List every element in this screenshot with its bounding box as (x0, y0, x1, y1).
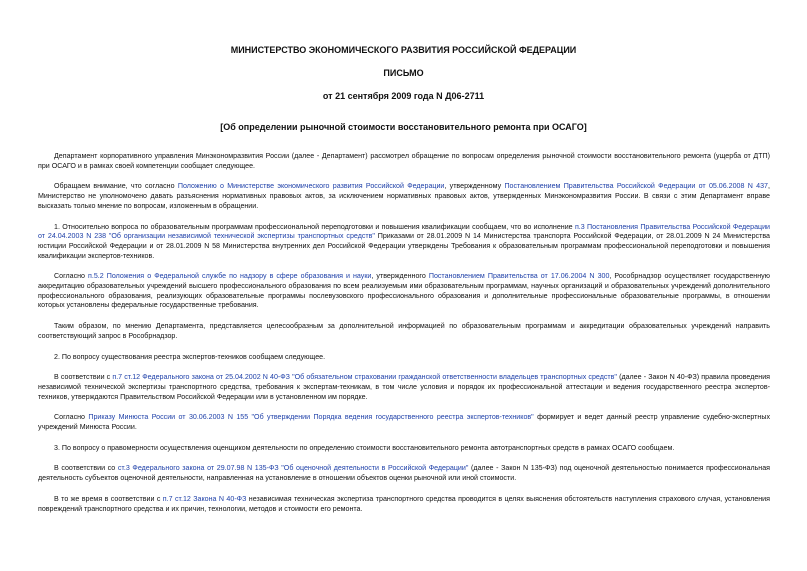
paragraph-registry-question: 2. По вопросу существования реестра экспертов-техников сообщаем следующее. (54, 352, 326, 361)
paragraph-intro: Департамент корпоративного управления Минэкономразвития России (далее - Департамент) рассмотрел обращение по вопросам определения рыночной стоимости восстановительного ремонта (ущерба от ДТП) при ОСАГО и в рамках своей компетенции сообщает следующее. (38, 152, 770, 170)
text-segment: Согласно (54, 272, 89, 281)
text-segment: В то же время в соответствии с (54, 494, 163, 503)
text-segment: (далее - Закон N 40-ФЗ) правила проведения независимой технической экспертизы транспортного средства, требования к экспертам-техникам, в том числе условия и порядок их профессиональной аттестации и ведения государственного реестра экспертов-техников, утверждаются Правительством Российской Федерации или в установленном им порядке. (38, 373, 770, 401)
link-rosobrnadzor-regulation[interactable]: п.5.2 Положения о Федеральной службе по надзору в сфере образования и науки (88, 272, 372, 281)
text-segment: Согласно (54, 413, 89, 422)
paragraph-law-40fz (38, 373, 770, 402)
text-segment: В соответствии со (54, 464, 118, 473)
ministry-heading: МИНИСТЕРСТВО ЭКОНОМИЧЕСКОГО РАЗВИТИЯ РОССИЙСКОЙ ФЕДЕРАЦИИ (230, 45, 577, 55)
document-type: ПИСЬМО (383, 68, 424, 78)
text-segment: , утвержденного (371, 272, 429, 281)
paragraph-conclusion: Таким образом, по мнению Департамента, представляется целесообразным за дополнительной информацией по образовательным программам и аккредитации образовательных учреждений направить соответствующий запрос в Рособрнадзор. (38, 322, 770, 340)
paragraph-competence (38, 182, 770, 211)
text-segment: независимая техническая экспертиза транспортного средства проводится в целях выяснения обстоятельств наступления страхового случая, установления повреждений транспортного средства и их причин, технологии, методов и стоимости его ремонта. (38, 494, 770, 513)
text-segment: Обращаем внимание, что согласно (54, 182, 178, 191)
link-government-decree-437[interactable]: Постановлением Правительства Российской Федерации от 05.06.2008 N 437 (504, 182, 768, 191)
text-segment: , утвержденному (444, 182, 505, 191)
text-segment: 1. Относительно вопроса по образовательным программам профессиональной переподготовки и повышения квалификации сообщаем, что во исполнение (54, 222, 575, 231)
text-segment: , Рособрнадзор осуществляет государственную аккредитацию образовательных учреждений высшего профессионального образования по всем реализуемым ими образовательным программам, научных организаций и образовательных учреждений дополнительного профессионального образования, реализующих образовательные программы послевузовского профессионального образования и дополнительные профессиональные образовательные программы, в отношении которых установлены федеральные государственные требования. (38, 272, 771, 310)
paragraph-minjust-order (38, 413, 770, 432)
link-decree-238[interactable]: п.3 Постановления Правительства Российской Федерации от 24.04.2003 N 238 "Об организации независимой технической экспертизы транспортных средств" (38, 222, 771, 241)
link-law-40fz[interactable]: п.7 ст.12 Федерального закона от 25.04.2002 N 40-ФЗ "Об обязательном страховании гражданской ответственности владельцев транспортных средств" (112, 373, 617, 382)
link-law-135fz[interactable]: ст.3 Федерального закона от 29.07.98 N 135-ФЗ "Об оценочной деятельности в Российской Федерации" (117, 464, 469, 473)
paragraph-law-135fz (38, 464, 770, 483)
document-body (38, 152, 770, 514)
document-subject: [Об определении рыночной стоимости восстановительного ремонта при ОСАГО] (220, 122, 587, 132)
document-date-number: от 21 сентября 2009 года N Д06-2711 (322, 91, 485, 101)
text-segment: В соответствии с (54, 373, 113, 382)
text-segment: формирует и ведет данный реестр управление судебно-экспертных учреждений Минюста России. (38, 413, 770, 432)
link-government-decree-300[interactable]: Постановлением Правительства от 17.06.2004 N 300 (428, 272, 610, 281)
paragraph-rosobrnadzor (38, 272, 770, 311)
link-ministry-regulation[interactable]: Положению о Министерстве экономического развития Российской Федерации (177, 182, 445, 191)
link-law-40fz-article-12[interactable]: п.7 ст.12 Закона N 40-ФЗ (162, 494, 247, 503)
link-minjust-order-155[interactable]: Приказу Минюста России от 30.06.2003 N 155 "Об утверждении Порядка ведения государственного реестра экспертов-техников" (88, 413, 534, 422)
paragraph-education-programs (38, 223, 770, 262)
text-segment: , Министерство не уполномочено давать разъяснения нормативных правовых актов, за исключением нормативных правовых актов, утвержденных Минэкономразвития России. В связи с этим Департамент вправе высказать только мнение по вопросам, изложенным в обращении. (38, 182, 770, 210)
paragraph-appraiser-question: 3. По вопросу о правомерности осуществления оценщиком деятельности по определению стоимости восстановительного ремонта автотранспортных средств в рамках ОСАГО сообщаем. (54, 443, 675, 452)
text-segment: Приказами от 28.01.2009 N 14 Министерства транспорта Российской Федерации, от 28.01.2009 N 24 Министерства юстиции Российской Федерации и от 28.01.2009 N 58 Министерства внутренних дел Российской Федерации утверждены Требования к образовательным программам профессиональной переподготовки и повышения квалификации экспертов-техников. (38, 232, 770, 260)
paragraph-technical-expertise (38, 495, 770, 514)
text-segment: (далее - Закон N 135-ФЗ) под оценочной деятельностью понимается профессиональная деятельность субъектов оценочной деятельности, направленная на установление в отношении объектов оценки рыночной или иной стоимости. (38, 464, 771, 483)
